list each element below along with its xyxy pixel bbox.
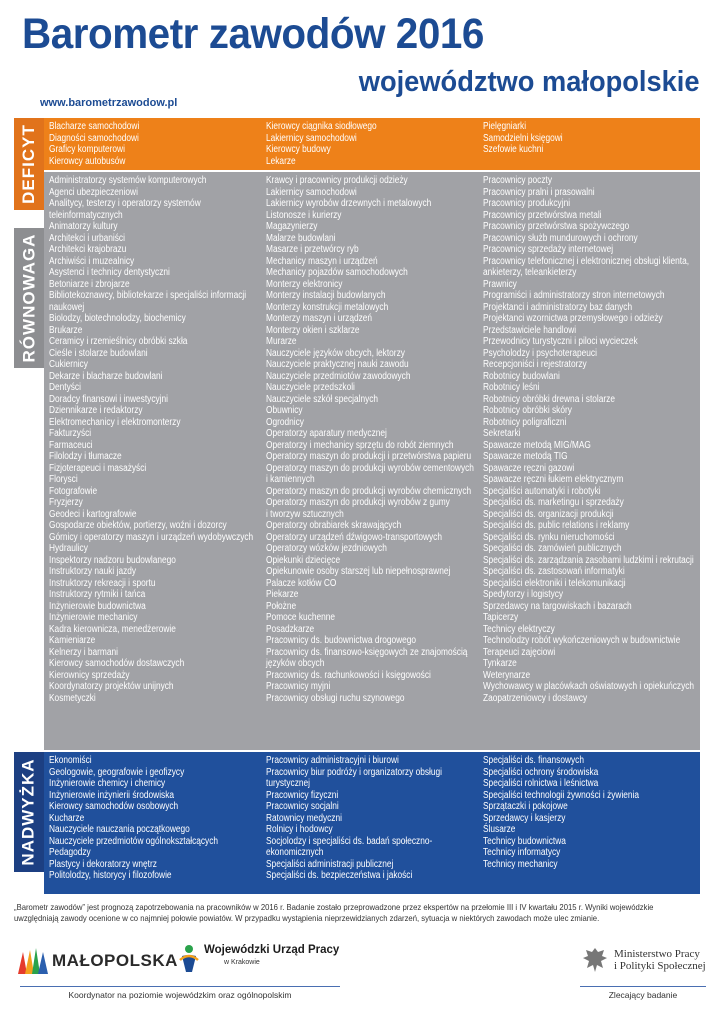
occupation-item: Obuwnicy [266, 405, 303, 416]
occupation-item: Specjaliści administracji publicznej [266, 858, 394, 870]
occupation-item: teleinformatycznych [49, 209, 123, 221]
occupation-item: Socjolodzy i specjaliści ds. badań społeczno- [266, 835, 433, 847]
occupation-item: Zaopatrzeniowcy i dostawcy [483, 692, 588, 704]
occupation-item: i tworzyw sztucznych [266, 508, 344, 520]
occupation-item: Florysci [49, 474, 78, 485]
occupation-item: Betoniarze i zbrojarze [49, 278, 130, 290]
occupation-item: Kierowcy budowy [266, 144, 331, 155]
occupation-item: Spedytorzy i logistycy [483, 589, 564, 600]
occupation-item: Magazynierzy [266, 221, 318, 232]
occupation-item: Pracownicy ds. rachunkowości i księgowości [266, 669, 431, 681]
occupation-item: Blacharze samochodowi [49, 121, 140, 132]
occupation-item: Asystenci i technicy dentystyczni [49, 267, 170, 278]
occupation-item: Lakiernicy samochodowi [266, 186, 357, 198]
occupation-item: Instruktorzy nauki jazdy [49, 566, 137, 577]
occupation-item: ankieterzy, teleankieterzy [483, 267, 577, 278]
occupation-item: Mechanicy pojazdów samochodowych [266, 267, 408, 278]
occupation-item: Pracownicy służb mundurowych i ochrony [483, 232, 638, 244]
occupation-item: Pracownicy administracyjni i biurowi [266, 755, 399, 766]
deficyt-col1 [49, 121, 139, 167]
occupation-item: Nauczyciele praktycznej nauki zawodu [266, 359, 409, 370]
occupation-item: Operatorzy maszyn do produkcji wyrobów z gumy [266, 497, 450, 508]
occupation-item: Ekonomiści [49, 755, 92, 766]
rownowaga-col3 [483, 175, 694, 704]
occupation-item: Nauczyciele przedmiotów ogólnokształcących [49, 835, 219, 847]
occupation-item: Kosmetyczki [49, 692, 96, 704]
occupation-item: Specjaliści ds. bezpieczeństwa i jakości [266, 870, 413, 881]
occupation-item: Kamieniarze [49, 635, 96, 646]
occupation-item: Recepcjoniści i rejestratorzy [483, 359, 587, 370]
occupation-item: Operatorzy obrabiarek skrawających [266, 520, 402, 531]
occupation-item: Przewodnicy turystyczni i piloci wycieczek [483, 336, 638, 347]
occupation-item: Sprzątaczki i pokojowe [483, 801, 568, 812]
occupation-item: Pracownicy obsługi ruchu szynowego [266, 692, 405, 704]
occupation-item: Projektanci wzornictwa przemysłowego i odzieży [483, 313, 663, 324]
occupation-item: Pracownicy sprzedaży internetowej [483, 244, 614, 255]
occupation-item: Przedstawiciele handlowi [483, 324, 577, 336]
ministry-line1: Ministerstwo Pracy [614, 948, 700, 960]
occupation-item: Specjaliści elektroniki i telekomunikacji [483, 577, 626, 589]
occupation-item: Pielęgniarki [483, 121, 527, 132]
occupation-item: Górnicy i operatorzy maszyn i urządzeń wydobywczych [49, 531, 254, 543]
occupation-item: Technicy mechanicy [483, 858, 558, 870]
occupation-item: Specjaliści ds. zarządzania zasobami ludzkimi i rekrutacji [483, 554, 694, 566]
occupation-item: Prawnicy [483, 278, 517, 290]
occupation-item: Nauczyciele szkół specjalnych [266, 393, 379, 405]
occupation-item: Monterzy elektronicy [266, 278, 343, 290]
occupation-item: Samodzielni księgowi [483, 132, 563, 144]
occupation-item: Pracownicy przetwórstwa spożywczego [483, 221, 630, 232]
wup-logo [178, 944, 339, 974]
occupation-item: Filolodzy i tłumacze [49, 451, 122, 462]
occupation-item: Specjaliści ds. marketingu i sprzedaży [483, 497, 624, 508]
rownowaga-label: RÓWNOWAGA [19, 233, 38, 363]
occupation-item: Tapicerzy [483, 612, 519, 623]
occupation-item: Specjaliści ds. zamówień publicznych [483, 543, 622, 554]
occupation-item: Fryzjerzy [49, 497, 83, 508]
occupation-item: Weterynarze [483, 669, 531, 681]
band-rownowaga-body [44, 172, 700, 750]
occupation-item: Specjaliści ds. organizacji produkcji [483, 508, 614, 520]
occupation-item: Sekretarki [483, 428, 521, 439]
occupation-item: Robotnicy obróbki drewna i stolarze [483, 393, 615, 405]
wup-subtitle: w Krakowie [224, 959, 260, 966]
occupation-item: Specjaliści technologii żywności i żywienia [483, 789, 640, 801]
occupation-item: Animatorzy kultury [49, 221, 118, 232]
occupation-item: naukowej [49, 301, 85, 313]
occupation-item: Technicy budownictwa [483, 835, 566, 847]
occupation-item: Pracownicy telefonicznej i elektronicznej obsługi klienta, [483, 255, 690, 267]
nadwyzka-side-tab [14, 752, 44, 872]
occupation-item: Operatorzy maszyn do produkcji wyrobów chemicznych [266, 485, 472, 497]
occupation-item: Projektanci i administratorzy baz danych [483, 301, 633, 313]
commissioner-divider [580, 986, 706, 987]
occupation-item: Inżynierowie mechanicy [49, 612, 138, 623]
occupation-item: Cukiernicy [49, 359, 88, 370]
occupation-item: Lakiernicy wyrobów drzewnych i metalowych [266, 198, 432, 209]
occupation-item: Programiści i administratorzy stron internetowych [483, 290, 665, 301]
occupation-item: Farmaceuci [49, 439, 93, 451]
occupation-item: Bibliotekoznawcy, bibliotekarze i specjaliści informacji [49, 290, 247, 301]
occupation-item: Pracownicy myjni [266, 681, 331, 692]
occupation-item: Sprzedawcy i kasjerzy [483, 812, 566, 824]
occupation-item: Fizjoterapeuci i masażyści [49, 462, 147, 474]
page-subtitle: województwo małopolskie [359, 66, 700, 98]
occupation-item: Lakiernicy samochodowi [266, 132, 357, 144]
occupation-item: Operatorzy maszyn do produkcji wyrobów cementowych [266, 462, 474, 474]
occupation-item: Plastycy i dekoratorzy wnętrz [49, 858, 157, 870]
occupation-item: Operatorzy aparatury medycznej [266, 428, 387, 439]
occupation-item: Inżynierowie inżynierii środowiska [49, 789, 175, 801]
ministry-line2: i Polityki Społecznej [614, 960, 706, 972]
occupation-item: Geologowie, geografowie i geofizycy [49, 766, 185, 778]
occupation-item: Gospodarze obiektów, portierzy, woźni i dozorcy [49, 520, 227, 531]
occupation-item: Wychowawcy w placówkach oświatowych i opiekuńczych [483, 681, 695, 692]
occupation-item: Specjaliści rolnictwa i leśnictwa [483, 778, 599, 789]
deficyt-col3 [483, 121, 563, 156]
occupation-item: Inspektorzy nadzoru budowlanego [49, 554, 176, 566]
band-deficyt [14, 118, 700, 170]
occupation-item: Operatorzy urządzeń dźwigowo-transportowych [266, 531, 442, 543]
occupation-item: Operatorzy i mechanicy sprzętu do robót ziemnych [266, 439, 454, 451]
occupation-item: Operatorzy maszyn do produkcji i przetwórstwa papieru [266, 451, 472, 462]
occupation-item: Kierownicy sprzedaży [49, 669, 130, 681]
occupation-item: Krawcy i pracownicy produkcji odzieży [266, 175, 408, 186]
occupation-item: Położne [266, 600, 297, 612]
page-title: Barometr zawodów 2016 [22, 10, 484, 58]
rownowaga-side-tab [14, 228, 44, 368]
occupation-item: Specjaliści ds. public relations i reklamy [483, 520, 630, 531]
occupation-item: Ceramicy i rzemieślnicy obróbki szkła [49, 336, 188, 347]
occupation-item: Administratorzy systemów komputerowych [49, 175, 207, 186]
occupation-item: Architekci i urbaniści [49, 232, 125, 244]
wup-title: Wojewódzki Urząd Pracy [204, 944, 340, 956]
occupation-item: Pracownicy ds. finansowo-księgowych ze znajomością [266, 646, 468, 658]
occupation-item: Pracownicy socjalni [266, 801, 339, 812]
occupation-item: Spawacze metodą TIG [483, 451, 568, 462]
occupation-item: Kucharze [49, 812, 85, 824]
occupation-item: Ratownicy medyczni [266, 812, 342, 824]
occupation-item: Nauczyciele przedszkoli [266, 382, 355, 393]
occupation-item: Monterzy konstrukcji metalowych [266, 301, 389, 313]
occupation-item: Fakturzyści [49, 428, 92, 439]
occupation-item: Nauczyciele przedmiotów zawodowych [266, 370, 411, 382]
occupation-item: Agenci ubezpieczeniowi [49, 186, 138, 198]
occupation-item: Specjaliści ds. zastosowań informatyki [483, 566, 625, 577]
occupation-item: Pomoce kuchenne [266, 612, 336, 623]
eagle-icon [582, 946, 608, 974]
coordinator-caption: Koordynator na poziomie wojewódzkim oraz ogólnopolskim [68, 990, 292, 1000]
occupation-item: Graficy komputerowi [49, 144, 125, 155]
occupation-item: Specjaliści ds. rynku nieruchomości [483, 531, 615, 543]
occupation-item: Koordynatorzy projektów unijnych [49, 681, 174, 692]
occupation-item: Instruktorzy rekreacji i sportu [49, 577, 156, 589]
occupation-item: Piekarze [266, 589, 299, 600]
occupation-item: Rolnicy i hodowcy [266, 824, 333, 835]
occupation-item: Terapeuci zajęciowi [483, 646, 556, 658]
occupation-item: Kelnerzy i barmani [49, 646, 119, 658]
occupation-item: Opiekunowie osoby starszej lub niepełnosprawnej [266, 566, 451, 577]
occupation-item: Inżynierowie chemicy i chemicy [49, 778, 166, 789]
occupation-item: Ogrodnicy [266, 416, 304, 428]
occupation-item: Pracownicy pralni i prasowalni [483, 186, 595, 198]
occupation-item: Kierowcy ciągnika siodłowego [266, 121, 377, 132]
malopolska-logo [18, 948, 178, 974]
nadwyzka-col3 [483, 755, 639, 870]
occupation-item: Technolodzy robót wykończeniowych w budownictwie [483, 635, 681, 646]
occupation-item: Mechanicy maszyn i urządzeń [266, 255, 378, 267]
occupation-item: Palacze kotłów CO [266, 577, 337, 589]
occupation-item: Doradcy finansowi i inwestycyjni [49, 393, 169, 405]
ministry-logo [582, 946, 706, 974]
occupation-item: Nauczyciele nauczania początkowego [49, 824, 190, 835]
nadwyzka-col2 [266, 755, 442, 882]
occupation-item: Robotnicy budowlani [483, 370, 560, 382]
malopolska-m-icon [18, 948, 48, 974]
occupation-item: Specjaliści ds. finansowych [483, 755, 584, 766]
deficyt-side-tab [14, 118, 44, 210]
occupation-item: Pracownicy fizyczni [266, 789, 339, 801]
occupation-item: Politolodzy, historycy i filozofowie [49, 870, 172, 881]
nadwyzka-col1 [49, 755, 218, 882]
occupation-item: Robotnicy poligraficzni [483, 416, 567, 428]
occupation-item: Nauczyciele języków obcych, lektorzy [266, 347, 405, 359]
occupation-item: Fotografowie [49, 485, 98, 497]
occupation-item: Kierowcy samochodów dostawczych [49, 658, 185, 669]
occupation-item: Robotnicy obróbki skóry [483, 405, 572, 416]
occupation-item: Tynkarze [483, 658, 517, 669]
occupation-item: Robotnicy leśni [483, 382, 540, 393]
occupation-item: Posadzkarze [266, 623, 315, 635]
occupation-item: języków obcych [266, 658, 325, 669]
occupation-item: Pracownicy poczty [483, 175, 553, 186]
occupation-item: Ślusarze [483, 824, 516, 835]
occupation-item: i kamiennych [266, 474, 315, 485]
occupation-item: Kierowcy samochodów osobowych [49, 801, 179, 812]
occupation-item: Technicy informatycy [483, 847, 561, 858]
occupation-item: Archiwiści i muzealnicy [49, 255, 135, 267]
occupation-item: Spawacze ręczni łukiem elektrycznym [483, 474, 624, 485]
deficyt-col2 [266, 121, 377, 167]
occupation-item: Pracownicy produkcyjni [483, 198, 571, 209]
occupation-item: Monterzy instalacji budowlanych [266, 290, 386, 301]
occupation-item: Dziennikarze i redaktorzy [49, 405, 143, 416]
rownowaga-col1 [49, 175, 253, 704]
malopolska-name: MAŁOPOLSKA [52, 951, 178, 970]
occupation-item: Monterzy maszyn i urządzeń [266, 313, 373, 324]
occupation-item: Elektromechanicy i elektromonterzy [49, 416, 181, 428]
band-nadwyzka [14, 752, 700, 894]
occupation-item: Inżynierowie budownictwa [49, 600, 146, 612]
occupation-item: Dentyści [49, 382, 81, 393]
band-deficyt-body [44, 118, 700, 170]
occupation-item: Brukarze [49, 324, 83, 336]
occupation-item: Masarze i przetwórcy ryb [266, 244, 359, 255]
occupation-item: Murarze [266, 336, 297, 347]
occupation-item: Malarze budowlani [266, 232, 336, 244]
occupation-item: Operatorzy wózków jezdniowych [266, 543, 387, 554]
band-nadwyzka-body [44, 752, 700, 894]
occupation-item: Pracownicy przetwórstwa metali [483, 209, 602, 221]
occupation-item: Kadra kierownicza, menedżerowie [49, 623, 176, 635]
occupation-item: Specjaliści ochrony środowiska [483, 766, 599, 778]
occupation-item: Dekarze i blacharze budowlani [49, 370, 163, 382]
occupation-item: Szefowie kuchni [483, 144, 544, 155]
occupation-item: Diagności samochodowi [49, 132, 139, 144]
occupation-item: Pracownicy ds. budownictwa drogowego [266, 635, 417, 646]
occupation-item: Pedagodzy [49, 847, 91, 858]
occupation-item: Monterzy okien i szklarze [266, 324, 360, 336]
occupation-item: Pracownicy biur podróży i organizatorzy obsługi [266, 766, 442, 778]
occupation-item: Biolodzy, biotechnolodzy, biochemicy [49, 313, 186, 324]
occupation-item: Listonosze i kurierzy [266, 209, 342, 221]
occupation-item: Instruktorzy rytmiki i tańca [49, 589, 146, 600]
nadwyzka-label: NADWYŻKA [19, 758, 38, 866]
occupation-item: Psycholodzy i psychoterapeuci [483, 347, 597, 359]
occupation-item: Opiekunki dziecięce [266, 554, 341, 566]
occupation-item: Sprzedawcy na targowiskach i bazarach [483, 600, 632, 612]
occupation-item: Kierowcy autobusów [49, 155, 126, 167]
occupation-item: Architekci krajobrazu [49, 244, 127, 255]
occupation-item: Analitycy, testerzy i operatorzy systemów [49, 198, 201, 209]
occupation-item: Spawacze ręczni gazowi [483, 462, 575, 474]
website-link[interactable]: www.barometrzawodow.pl [40, 97, 178, 109]
rownowaga-col2 [266, 175, 474, 704]
commissioner-caption: Zlecający badanie [608, 990, 678, 1000]
occupation-item: ekonomicznych [266, 847, 324, 858]
occupation-item: Spawacze metodą MIG/MAG [483, 439, 591, 451]
coordinator-divider [20, 986, 340, 987]
occupation-item: Technicy elektryczy [483, 623, 555, 635]
band-rownowaga [14, 172, 700, 750]
occupation-item: turystycznej [266, 778, 310, 789]
occupation-item: Geodeci i kartografowie [49, 508, 137, 520]
occupation-item: Cieśle i stolarze budowlani [49, 347, 148, 359]
deficyt-label: DEFICYT [19, 124, 39, 204]
footnote: „Barometr zawodów” jest prognozą zapotrzebowania na pracowników w 2016 r. Badanie zostało przeprowadzone przez ekspertów na przełomie III i IV kwartału 2015 r. Wyniki wojewódzkie uwzględniają zawody ocenione w co najmniej połowie powiatów. W przypadku wystąpienia nieprzewidzianych zdarzeń, sytuacja w niektórych zawodach może ulec zmianie. [14, 903, 654, 923]
occupation-item: Lekarze [266, 155, 296, 167]
wup-figure-icon [178, 944, 200, 974]
occupation-item: Hydraulicy [49, 543, 88, 554]
occupation-item: Specjaliści automatyki i robotyki [483, 485, 601, 497]
